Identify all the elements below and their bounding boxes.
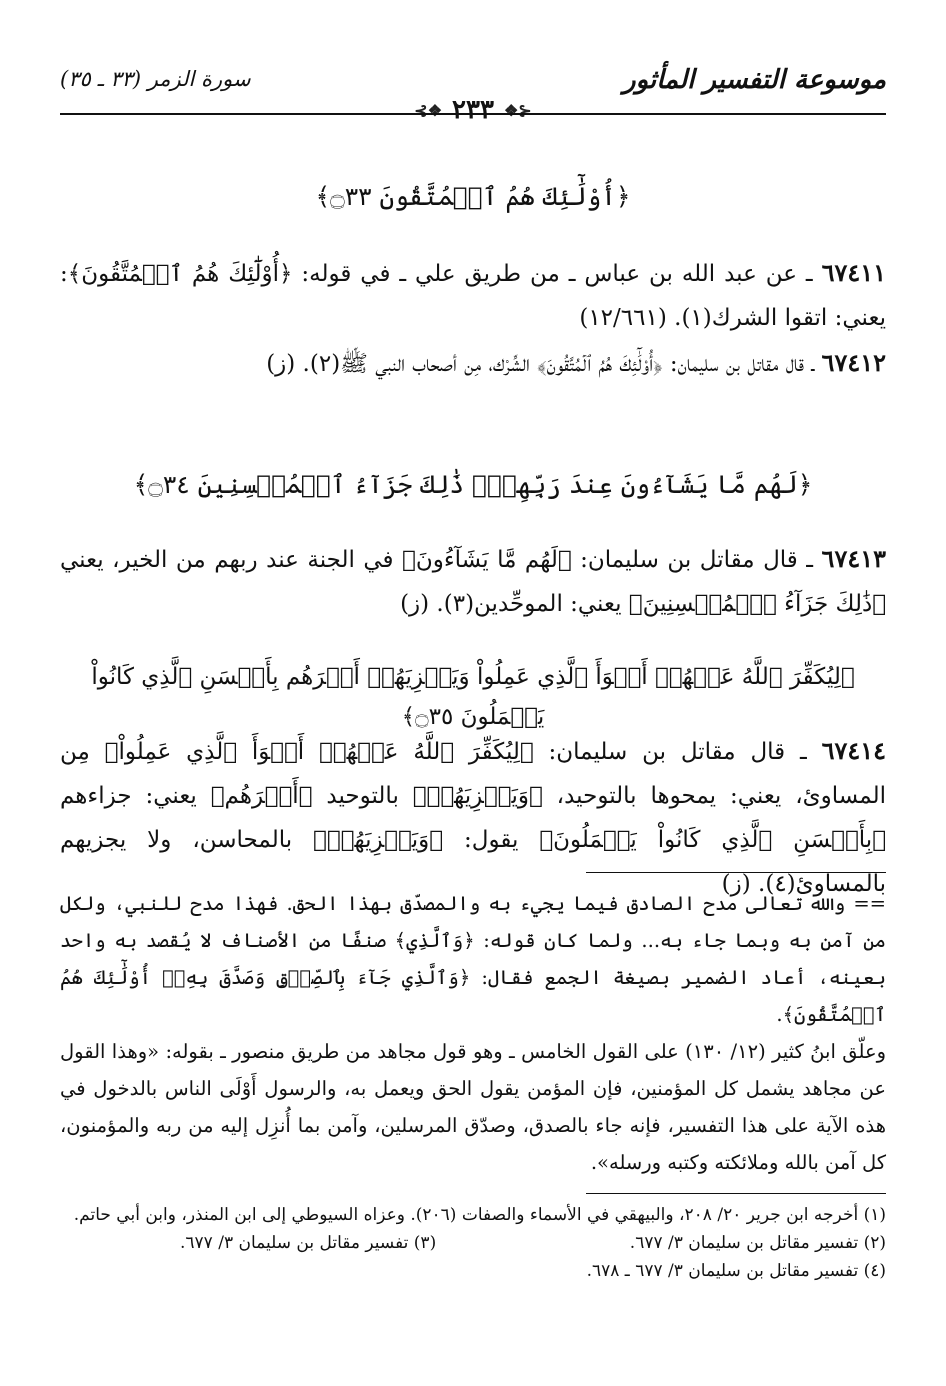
entry-67412	[60, 341, 886, 386]
verse-34: ﴿لَهُم مَّا يَشَآءُونَ عِندَ رَبِّهِمۡۚ ذَٰلِكَ جَزَآءُ ٱلۡمُحۡسِنِينَ ۝٣٤﴾	[133, 470, 813, 499]
entry-67411	[60, 251, 886, 340]
document-page	[60, 55, 887, 1281]
page-number: ٢٣٣	[452, 95, 494, 125]
page-number-block	[414, 95, 531, 125]
entry-number: ٦٧٤١٤	[821, 736, 887, 765]
surah-reference: سورة الزمر (٣٣ ـ ٣٥)	[60, 67, 251, 91]
book-title: موسوعة التفسير المأثور	[623, 65, 886, 95]
footnote-1: (١) أخرجه ابن جرير ٢٠/ ٢٠٨، والبيهقي في الأسماء والصفات (٢٠٦). وعزاه السيوطي إلى ابن المنذر، وابن أبي حاتم.	[73, 1205, 886, 1225]
footnote-divider	[586, 872, 886, 873]
page-header	[60, 55, 886, 125]
ornament-right-icon: ❖⊱	[503, 100, 532, 120]
entry-number: ٦٧٤١١	[821, 258, 887, 287]
footnote-4: (٤) تفسير مقاتل بن سليمان ٣/ ٦٧٧ ـ ٦٧٨.	[586, 1261, 886, 1281]
entry-text: ـ قال مقاتل بن سليمان: ﴿لِيُكَفِّرَ ٱللَّهُ عَنۡهُمۡ أَسۡوَأَ ٱلَّذِي عَمِلُواْ﴾ مِن المساوئ، يعني: يمحوها بالتوحيد، ﴿وَيَجۡزِيَهُمۡ﴾ بالتوحيد ﴿أَجۡرَهُم﴾ يعني: جزاءهم ﴿بِأَحۡسَنِ ٱلَّذِي كَانُواْ يَعۡمَلُونَ﴾ يقول: ﴿وَيَجۡزِيَهُمۡ﴾ بالمحاسن، ولا يجزيهم بالمساوئ(٤). (ز)	[60, 739, 886, 897]
entry-text: ـ عن عبد الله بن عباس ـ من طريق علي ـ في قوله: ﴿أُوْلَٰٓئِكَ هُمُ ٱلۡمُتَّقُونَ﴾: يعني: اتقوا الشرك(١). (١٢/٦٦١)	[60, 261, 886, 331]
entry-67414	[60, 729, 886, 906]
verse-33: ﴿أُوْلَٰٓئِكَ هُمُ ٱلۡمُتَّقُونَ ۝٣٣﴾	[315, 182, 631, 211]
footnote-divider-2	[586, 1193, 886, 1194]
footnote-3: (٣) تفسير مقاتل بن سليمان ٣/ ٦٧٧.	[180, 1233, 437, 1253]
entry-67413	[60, 537, 886, 626]
entry-text: ـ قال مقاتل بن سليمان: ﴿أُوْلَٰٓئِكَ هُمُ ٱلۡمُتَّقُونَ﴾ الشِّرْك، مِن أصحاب النبي ﷺ(٢). (ز)	[266, 351, 815, 377]
entry-number: ٦٧٤١٢	[821, 348, 886, 377]
ornament-left-icon: ⊰❖	[414, 100, 443, 120]
commentary-para-2: وعلّق ابنُ كثير (١٢/ ١٣٠) على القول الخامس ـ وهو قول مجاهد من طريق منصور ـ بقوله: «وهذا القول عن مجاهد يشمل كل المؤمنين، فإن المؤمن يقول الحق ويعمل به، والرسول أَوْلَى الناس بالدخول في هذه الآية على هذا التفسير، فإنه جاء بالصدق، وصدّق المرسلين، وآمن بما أُنزِل إليه من ربه والمؤمنون، كل آمن بالله وملائكته وكتبه ورسله».	[60, 1040, 886, 1174]
footnote-row	[60, 1229, 886, 1257]
entry-number: ٦٧٤١٣	[821, 544, 886, 573]
header-rule	[60, 113, 886, 115]
footnotes	[60, 1201, 886, 1285]
commentary-para-1: == والله تعالى مدح الصادق فيما يجيء به والمصدّق بهذا الحق. فهذا مدح للنبي، ولكل من آمن به وبما جاء به... ولما كان قوله: ﴿وَٱلَّذِي﴾ صنفًا من الأصناف لا يُقصد به واحد بعينه، أعاد الضمير بصيغة الجمع فقال: ﴿وَٱلَّذِي جَآءَ بِٱلصِّدۡقِ وَصَدَّقَ بِهِۦٓ أُوْلَٰٓئِكَ هُمُ ٱلۡمُتَّقُونَ﴾.	[60, 892, 886, 1026]
commentary-block	[60, 885, 886, 1181]
footnote-2: (٢) تفسير مقاتل بن سليمان ٣/ ٦٧٧.	[629, 1233, 886, 1253]
verse-35: ﴿لِيُكَفِّرَ ٱللَّهُ عَنۡهُمۡ أَسۡوَأَ ٱلَّذِي عَمِلُواْ وَيَجۡزِيَهُمۡ أَجۡرَهُم بِأَحۡسَنِ ٱلَّذِي كَانُواْ يَعۡمَلُونَ ۝٣٥﴾	[91, 664, 855, 730]
entry-text: ـ قال مقاتل بن سليمان: ﴿لَهُم مَّا يَشَآءُونَ﴾ في الجنة عند ربهم من الخير، يعني ﴿ذَٰلِكَ جَزَآءُ ٱلۡمُحۡسِنِينَ﴾ يعني: الموحِّدين(٣). (ز)	[60, 547, 886, 617]
